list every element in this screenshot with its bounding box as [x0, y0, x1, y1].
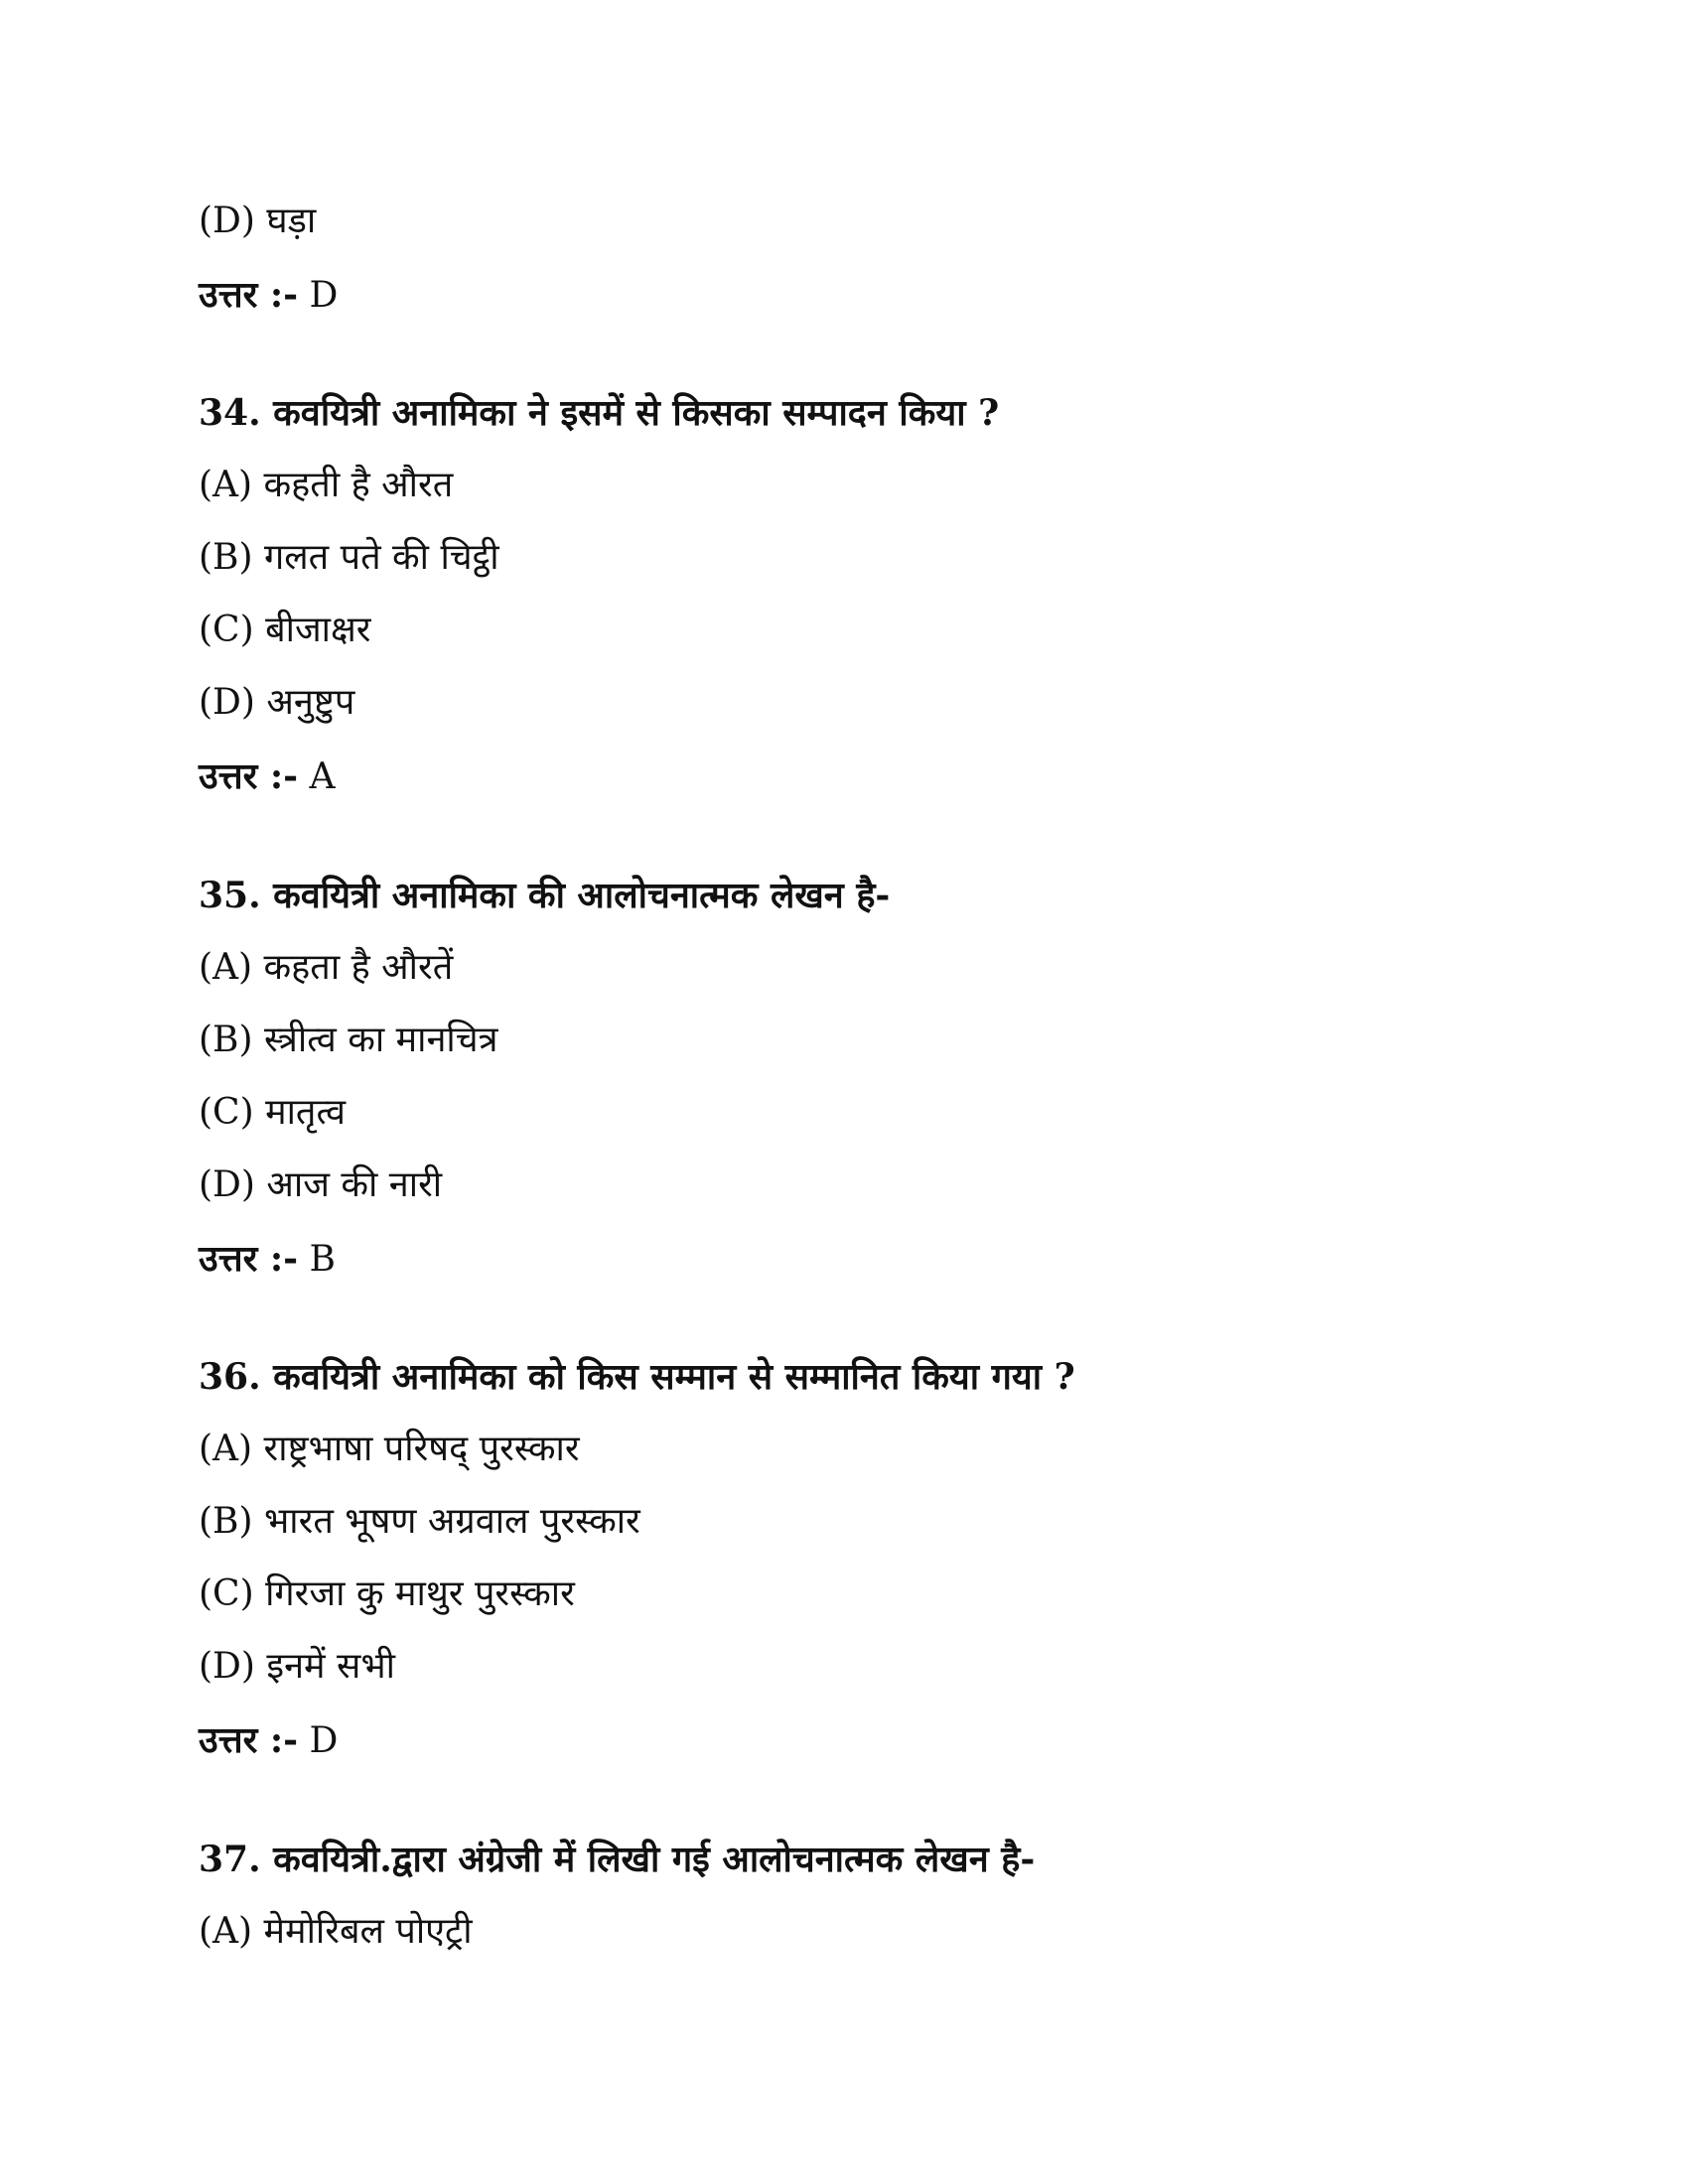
q36-option-a: (A) राष्ट्रभाषा परिषद् पुरस्कार	[199, 1429, 580, 1469]
answer-value: D	[309, 275, 339, 316]
answer-previous	[199, 274, 339, 316]
q34-option-a: (A) कहती है औरत	[199, 465, 454, 505]
q35-option-b: (B) स्त्रीत्व का मानचित्र	[199, 1020, 498, 1060]
answer-label: उत्तर :-	[199, 755, 299, 797]
q37-option-a: (A) मेमोरिबल पोएट्री	[199, 1911, 473, 1952]
answer-label: उत्तर :-	[199, 1238, 299, 1280]
q34-answer	[199, 755, 336, 797]
answer-value: B	[309, 1239, 337, 1280]
question-36: 36. कवयित्री अनामिका को किस सम्मान से सम्मानित किया गया ?	[199, 1356, 1075, 1398]
question-37: 37. कवयित्री.द्वारा अंग्रेजी में लिखी गई आलोचनात्मक लेखन है-	[199, 1839, 1036, 1880]
answer-label: उत्तर :-	[199, 274, 299, 316]
question-34: 34. कवयित्री अनामिका ने इसमें से किसका सम्पादन किया ?	[199, 392, 1000, 434]
q34-option-d: (D) अनुष्टुप	[199, 682, 355, 723]
q34-option-b: (B) गलत पते की चिट्ठी	[199, 537, 499, 578]
answer-value: D	[309, 1720, 339, 1761]
q35-option-d: (D) आज की नारी	[199, 1164, 443, 1205]
option-d-previous: (D) घड़ा	[199, 201, 317, 241]
answer-value: A	[309, 756, 336, 797]
question-35: 35. कवयित्री अनामिका की आलोचनात्मक लेखन है-	[199, 875, 891, 916]
q35-answer	[199, 1238, 337, 1280]
q35-option-a: (A) कहता है औरतें	[199, 947, 454, 988]
q34-option-c: (C) बीजाक्षर	[199, 610, 371, 650]
q36-option-b: (B) भारत भूषण अग्रवाल पुरस्कार	[199, 1501, 640, 1542]
q36-option-d: (D) इनमें सभी	[199, 1646, 395, 1687]
q36-option-c: (C) गिरजा कु माथुर पुरस्कार	[199, 1573, 575, 1614]
document-page	[199, 0, 1489, 2184]
q36-answer	[199, 1719, 339, 1761]
q35-option-c: (C) मातृत्व	[199, 1092, 347, 1133]
answer-label: उत्तर :-	[199, 1719, 299, 1761]
